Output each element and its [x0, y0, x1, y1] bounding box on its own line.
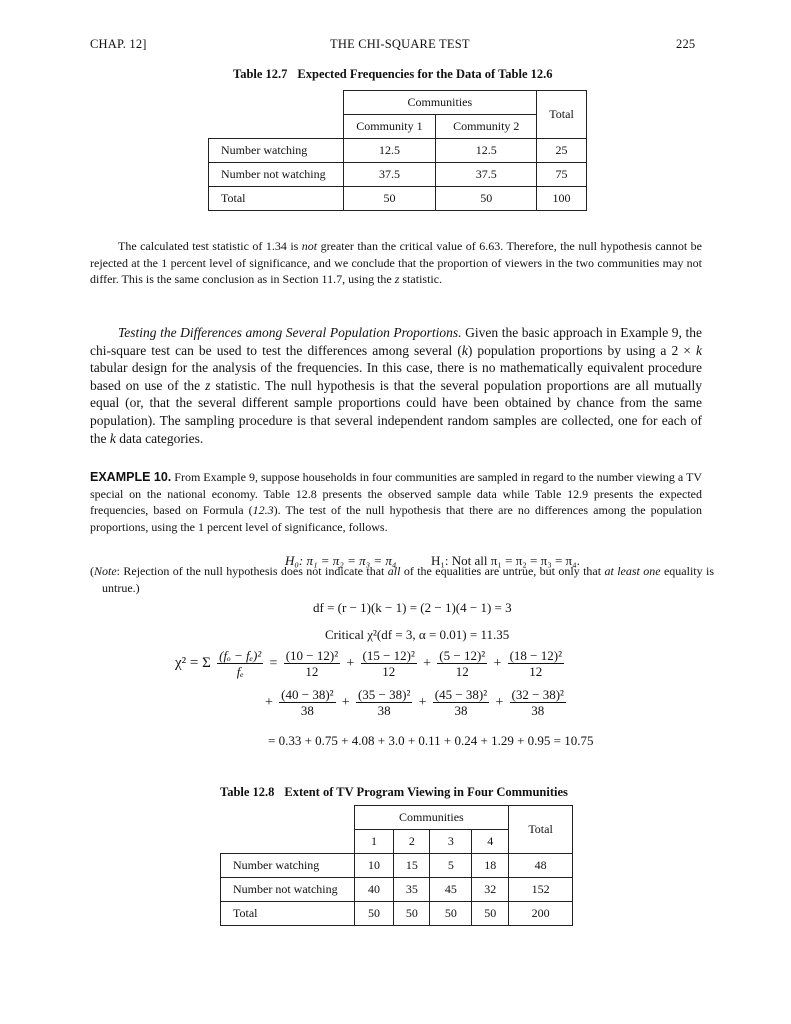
table-row	[221, 878, 573, 902]
table-row-label: Number not watching	[221, 878, 355, 902]
term	[356, 687, 412, 718]
table-col-header: 3	[430, 830, 472, 854]
table-col-header: Total	[509, 806, 573, 854]
note-label: Note	[94, 564, 117, 578]
table-12-7-title: Expected Frequencies for the Data of Table 12.6	[297, 67, 553, 81]
table-group-header: Communities	[354, 806, 509, 830]
table-cell: 40	[354, 878, 394, 902]
page-number: 225	[676, 37, 696, 51]
table-cell: 50	[354, 902, 394, 926]
table-col-header: Community 2	[436, 115, 537, 139]
text-run-italic: z	[394, 272, 400, 286]
text-run: : Rejection of the null hypothesis does not indicate that	[116, 564, 388, 578]
fraction-denominator: 12	[305, 664, 319, 679]
fraction-numerator: (fₒ − fₑ)²	[219, 648, 262, 663]
text-run: The calculated test statistic of 1.34 is	[118, 239, 302, 253]
table-empty-cell	[209, 91, 344, 115]
text-run-italic: k	[695, 342, 702, 358]
fraction-numerator: (40 − 38)²	[281, 687, 334, 702]
fraction-numerator: (45 − 38)²	[434, 687, 488, 702]
table-cell: 48	[509, 854, 573, 878]
table-12-7-caption	[233, 67, 553, 82]
table-cell: 35	[394, 878, 430, 902]
table-empty-cell	[221, 806, 355, 830]
conclusion-paragraph	[90, 238, 702, 288]
table-cell: 152	[509, 878, 573, 902]
table-cell: 12.5	[343, 139, 436, 163]
text-run-italic: k	[109, 430, 116, 446]
table-12-7-number: Table 12.7	[233, 67, 288, 81]
term	[279, 687, 335, 718]
table-cell: 18	[472, 854, 509, 878]
table-row	[221, 854, 573, 878]
text-run-italic: not	[301, 239, 318, 253]
term	[284, 648, 340, 679]
section-heading: Testing the Differences among Several Population Proportions.	[118, 325, 462, 340]
term	[433, 687, 489, 718]
table-cell: 50	[472, 902, 509, 926]
table-row	[221, 902, 573, 926]
text-run: statistic. The null hypothesis is that the several population proportions are all mutually equal (or, that the several different sample proportions could have been obtained by chance from the same population). The sampling procedure is that several independent random samples are collected, one for each of the	[90, 377, 702, 446]
table-12-8-number: Table 12.8	[220, 785, 275, 799]
text-run-italic: k	[461, 342, 468, 358]
text-run-italic: all	[387, 564, 401, 578]
table-row-label: Number watching	[221, 854, 355, 878]
table-cell: 25	[537, 139, 587, 163]
plus-sign: +	[493, 655, 502, 671]
chi-square-lhs: χ² = Σ	[175, 655, 211, 671]
table-cell: 50	[430, 902, 472, 926]
table-cell: 200	[509, 902, 573, 926]
null-hypothesis: H₀: π₁ = π₂ = π₃ = π₄	[285, 553, 397, 568]
critical-value-equation: Critical χ²(df = 3, α = 0.01) = 11.35	[325, 627, 510, 642]
table-12-8-caption	[220, 785, 568, 800]
plus-sign: +	[346, 655, 355, 671]
chi-square-row-1	[172, 648, 564, 679]
text-run-italic: 12.3	[252, 503, 274, 517]
chi-square-result: = 0.33 + 0.75 + 4.08 + 3.0 + 0.11 + 0.24 + 1.29 + 0.95 = 10.75	[268, 733, 594, 748]
text-run: ). The test of the null hypothesis that there are no differences among the population proportions, using the 1 percent level of significance, follows.	[90, 503, 702, 534]
plus-sign: +	[418, 694, 427, 710]
fraction-numerator: (35 − 38)²	[357, 687, 411, 702]
table-row-label: Number watching	[209, 139, 344, 163]
table-cell: 32	[472, 878, 509, 902]
fraction-denominator: 38	[377, 703, 391, 718]
table-cell: 45	[430, 878, 472, 902]
table-col-header: Total	[537, 91, 587, 139]
term	[508, 648, 564, 679]
example-10-paragraph	[90, 469, 702, 535]
term	[510, 687, 566, 718]
text-run-italic: at least one	[604, 564, 661, 578]
table-cell: 50	[436, 187, 537, 211]
fraction-denominator: 38	[454, 703, 468, 718]
text-run-italic: z	[205, 377, 211, 393]
chi-square-row-2	[262, 687, 566, 718]
table-12-8	[220, 805, 573, 926]
plus-sign: +	[265, 694, 273, 710]
degrees-of-freedom-equation: df = (r − 1)(k − 1) = (2 − 1)(4 − 1) = 3	[313, 600, 512, 615]
plus-sign: +	[423, 655, 432, 671]
table-row-label: Total	[221, 902, 355, 926]
text-run: From Example 9, suppose households in four communities are sampled in regard to the number viewing a TV special on the national economy. Table 12.8 presents the observed sample data while Table 12.9 presents the expected frequencies, based on Formula (	[90, 470, 702, 517]
term	[437, 648, 487, 679]
running-title: THE CHI-SQUARE TEST	[330, 37, 470, 51]
term	[361, 648, 417, 679]
table-cell: 100	[537, 187, 587, 211]
table-group-header: Communities	[343, 91, 537, 115]
text-run: of the equalities are untrue, but only that	[400, 564, 605, 578]
table-cell: 5	[430, 854, 472, 878]
text-run: greater than the critical value of 6.63. Therefore, the null hypothesis cannot be rejected at the 1 percent level of significance, and we conclude that the proportion of viewers in the two communities may not differ. This is the same conclusion as in Section 11.7, using the	[90, 239, 702, 286]
chapter-label: CHAP. 12]	[90, 37, 147, 51]
text-run: data categories.	[115, 430, 204, 446]
table-12-7	[208, 90, 587, 211]
text-run: ) population proportions by using a 2 ×	[467, 342, 696, 358]
fraction-denominator: 12	[382, 664, 396, 679]
plus-sign: +	[495, 694, 504, 710]
text-run: tabular design for the analysis of the frequencies. In this case, there is no mathematically equivalent procedure based on use of the	[90, 360, 702, 393]
fraction-denominator: 38	[300, 703, 314, 718]
table-col-header: 2	[394, 830, 430, 854]
fraction-numerator: (10 − 12)²	[285, 648, 339, 663]
fraction-numerator: (32 − 38)²	[511, 687, 564, 702]
table-cell: 12.5	[436, 139, 537, 163]
table-col-header: Community 1	[343, 115, 436, 139]
table-cell: 37.5	[343, 163, 436, 187]
fraction-numerator: (18 − 12)²	[509, 648, 562, 663]
plus-sign: +	[341, 694, 350, 710]
table-cell: 75	[537, 163, 587, 187]
note-paragraph: (Note: Rejection of the null hypothesis does not indicate that all of the equalities are untrue, but only that at least one equality is untrue.)	[90, 564, 714, 595]
table-cell: 37.5	[436, 163, 537, 187]
fraction-denominator: 38	[531, 703, 545, 718]
table-empty-cell	[221, 830, 355, 854]
fraction-denominator: 12	[529, 664, 543, 679]
table-row	[209, 187, 587, 211]
table-col-header: 4	[472, 830, 509, 854]
table-row	[209, 139, 587, 163]
table-cell: 50	[394, 902, 430, 926]
text-run: equality is untrue.)	[102, 564, 714, 595]
fraction-denominator: fₑ	[236, 664, 244, 679]
table-cell: 15	[394, 854, 430, 878]
text-run: statistic.	[399, 272, 443, 286]
table-row	[209, 163, 587, 187]
table-row-label: Total	[209, 187, 344, 211]
fraction-numerator: (5 − 12)²	[439, 648, 486, 663]
fraction-numerator: (15 − 12)²	[362, 648, 415, 663]
general-term	[217, 648, 263, 679]
example-label: EXAMPLE 10.	[90, 470, 172, 484]
alternative-hypothesis: H₁: Not all π₁ = π₂ = π₃ = π₄.	[431, 553, 580, 568]
equals-sign: =	[269, 655, 278, 671]
table-cell: 50	[343, 187, 436, 211]
table-12-8-title: Extent of TV Program Viewing in Four Communities	[284, 785, 568, 799]
section-paragraph	[90, 324, 702, 447]
table-row-label: Number not watching	[209, 163, 344, 187]
text-run: Given the basic approach in Example 9, the chi-square test can be used to test the differences among several (	[90, 325, 702, 358]
table-cell: 10	[354, 854, 394, 878]
table-col-header: 1	[354, 830, 394, 854]
fraction-denominator: 12	[455, 664, 469, 679]
table-empty-cell	[209, 115, 344, 139]
